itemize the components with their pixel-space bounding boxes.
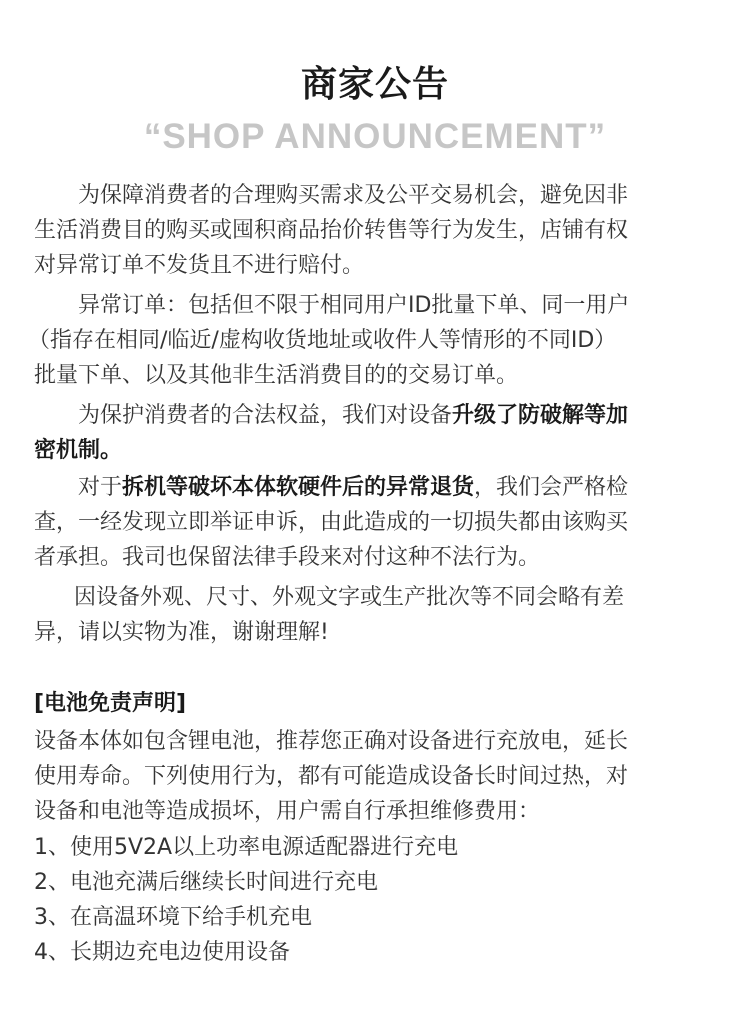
text-line: 使用寿命。下列使用行为，都有可能造成设备长时间过热，对	[34, 764, 629, 789]
text-bold: 拆机等破坏本体软硬件后的异常退货	[122, 475, 475, 500]
battery-disclaimer-heading: [电池免责声明]	[34, 691, 187, 716]
page-subtitle: “SHOP ANNOUNCEMENT”	[143, 117, 607, 156]
text-normal: 为保护消费者的合法权益，我们对设备	[78, 403, 453, 428]
text-line: 异，请以实物为准，谢谢理解!	[34, 620, 329, 645]
text-line: 批量下单、以及其他非生活消费目的的交易订单。	[34, 363, 519, 388]
paragraph-teardown-returns	[34, 470, 724, 575]
text-bold: 密机制。	[34, 438, 123, 463]
paragraph-purchase-policy	[34, 178, 724, 283]
text-line: 对异常订单不发货且不进行赔付。	[34, 253, 365, 278]
list-item: 4、长期边充电边使用设备	[34, 940, 290, 965]
text-line: 异常订单：包括但不限于相同用户ID批量下单、同一用户	[78, 293, 630, 318]
list-item: 2、电池充满后继续长时间进行充电	[34, 870, 378, 895]
text-line: 设备和电池等造成损坏，用户需自行承担维修费用：	[34, 799, 541, 824]
text-line	[34, 470, 724, 505]
list-item: 1、使用5V2A以上功率电源适配器进行充电	[34, 835, 459, 860]
text-line: 为保障消费者的合理购买需求及公平交易机会，避免因非	[78, 183, 629, 208]
paragraph-product-variance	[34, 580, 724, 650]
battery-disclaimer-list	[34, 830, 724, 970]
page-title: 商家公告	[300, 64, 449, 105]
text-line: 生活消费目的购买或囤积商品抬价转售等行为发生，店铺有权	[34, 218, 629, 243]
text-line: 查，一经发现立即举证申诉，由此造成的一切损失都由该购买	[34, 510, 629, 535]
paragraph-anti-crack	[34, 398, 724, 468]
text-normal: ，我们会严格检	[474, 475, 629, 500]
text-bold: 升级了防破解等加	[452, 403, 629, 428]
text-line: （指存在相同/临近/虚构收货地址或收件人等情形的不同ID）	[28, 328, 617, 353]
list-item: 3、在高温环境下给手机充电	[34, 905, 312, 930]
text-normal: 对于	[78, 475, 123, 500]
text-line: 设备本体如包含锂电池，推荐您正确对设备进行充放电，延长	[34, 729, 629, 754]
text-line: 因设备外观、尺寸、外观文字或生产批次等不同会略有差	[74, 585, 625, 610]
battery-disclaimer-body	[34, 724, 724, 829]
text-line	[34, 398, 724, 433]
text-line: 者承担。我司也保留法律手段来对付这种不法行为。	[34, 545, 541, 570]
paragraph-abnormal-orders	[28, 288, 724, 393]
